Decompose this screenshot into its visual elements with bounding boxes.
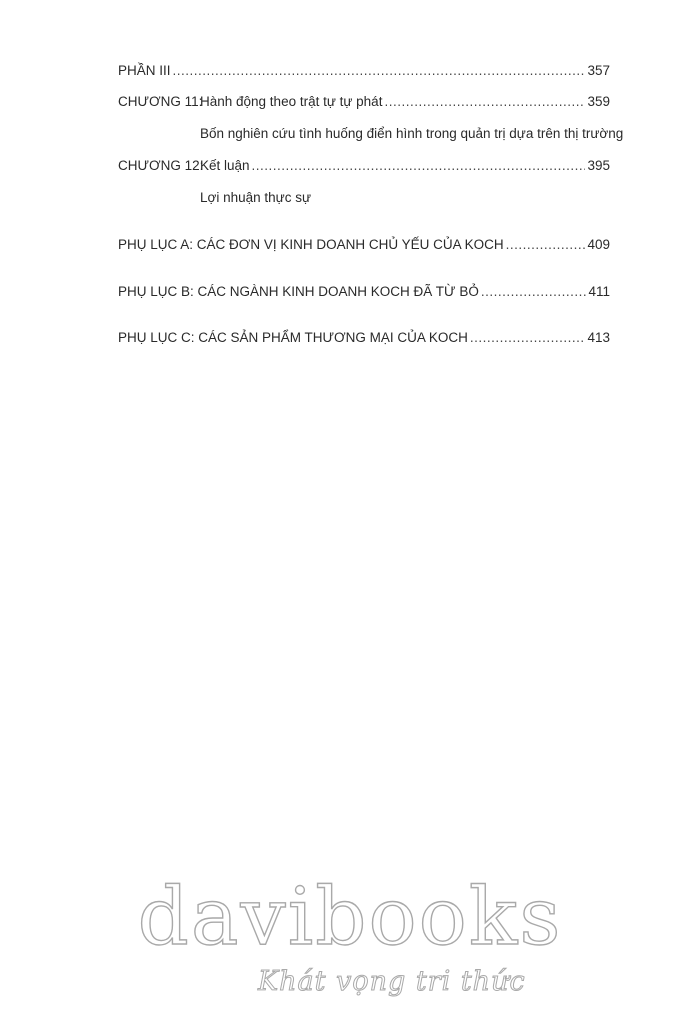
toc-entry-label: PHỤ LỤC B: CÁC NGÀNH KINH DOANH KOCH ĐÃ TỪ BỎ — [118, 284, 479, 299]
watermark-tagline: Khát vọng tri thức — [258, 966, 526, 997]
toc-page-number: 359 — [587, 94, 610, 109]
toc-entry-appendix-c — [118, 329, 610, 347]
dot-leader — [173, 62, 586, 80]
toc-page-number: 409 — [587, 237, 610, 252]
chapter-subtitle: Lợi nhuận thực sự — [200, 190, 311, 205]
chapter-title: Hành động theo trật tự tự phát — [200, 94, 383, 109]
toc-entry-label: PHẦN III — [118, 63, 171, 78]
chapter-number: CHƯƠNG 12: — [118, 158, 204, 173]
watermark-brand: davibooks — [137, 870, 563, 963]
chapter-title: Kết luận — [200, 158, 250, 173]
toc-entry-label: PHỤ LỤC A: CÁC ĐƠN VỊ KINH DOANH CHỦ YẾU CỦA KOCH — [118, 237, 504, 252]
toc-entry-chapter-11 — [118, 93, 610, 111]
dot-leader — [252, 157, 586, 175]
toc-entry-part-3 — [118, 62, 610, 80]
toc-entry-label: PHỤ LỤC C: CÁC SẢN PHẨM THƯƠNG MẠI CỦA KOCH — [118, 330, 468, 345]
toc-page-number: 357 — [587, 63, 610, 78]
chapter-subtitle: Bốn nghiên cứu tình huống điển hình trong quản trị dựa trên thị trường — [200, 126, 624, 141]
dot-leader — [506, 236, 586, 254]
toc-page-number: 411 — [588, 284, 610, 299]
toc-entry-appendix-b — [118, 283, 610, 301]
toc-entry-appendix-a — [118, 236, 610, 254]
toc-entry-chapter-12 — [118, 157, 610, 175]
dot-leader — [384, 93, 585, 111]
dot-leader — [481, 283, 587, 301]
toc-page-number: 395 — [587, 158, 610, 173]
toc-page-number: 413 — [587, 330, 610, 345]
dot-leader — [470, 329, 586, 347]
chapter-number: CHƯƠNG 11: — [118, 94, 203, 109]
